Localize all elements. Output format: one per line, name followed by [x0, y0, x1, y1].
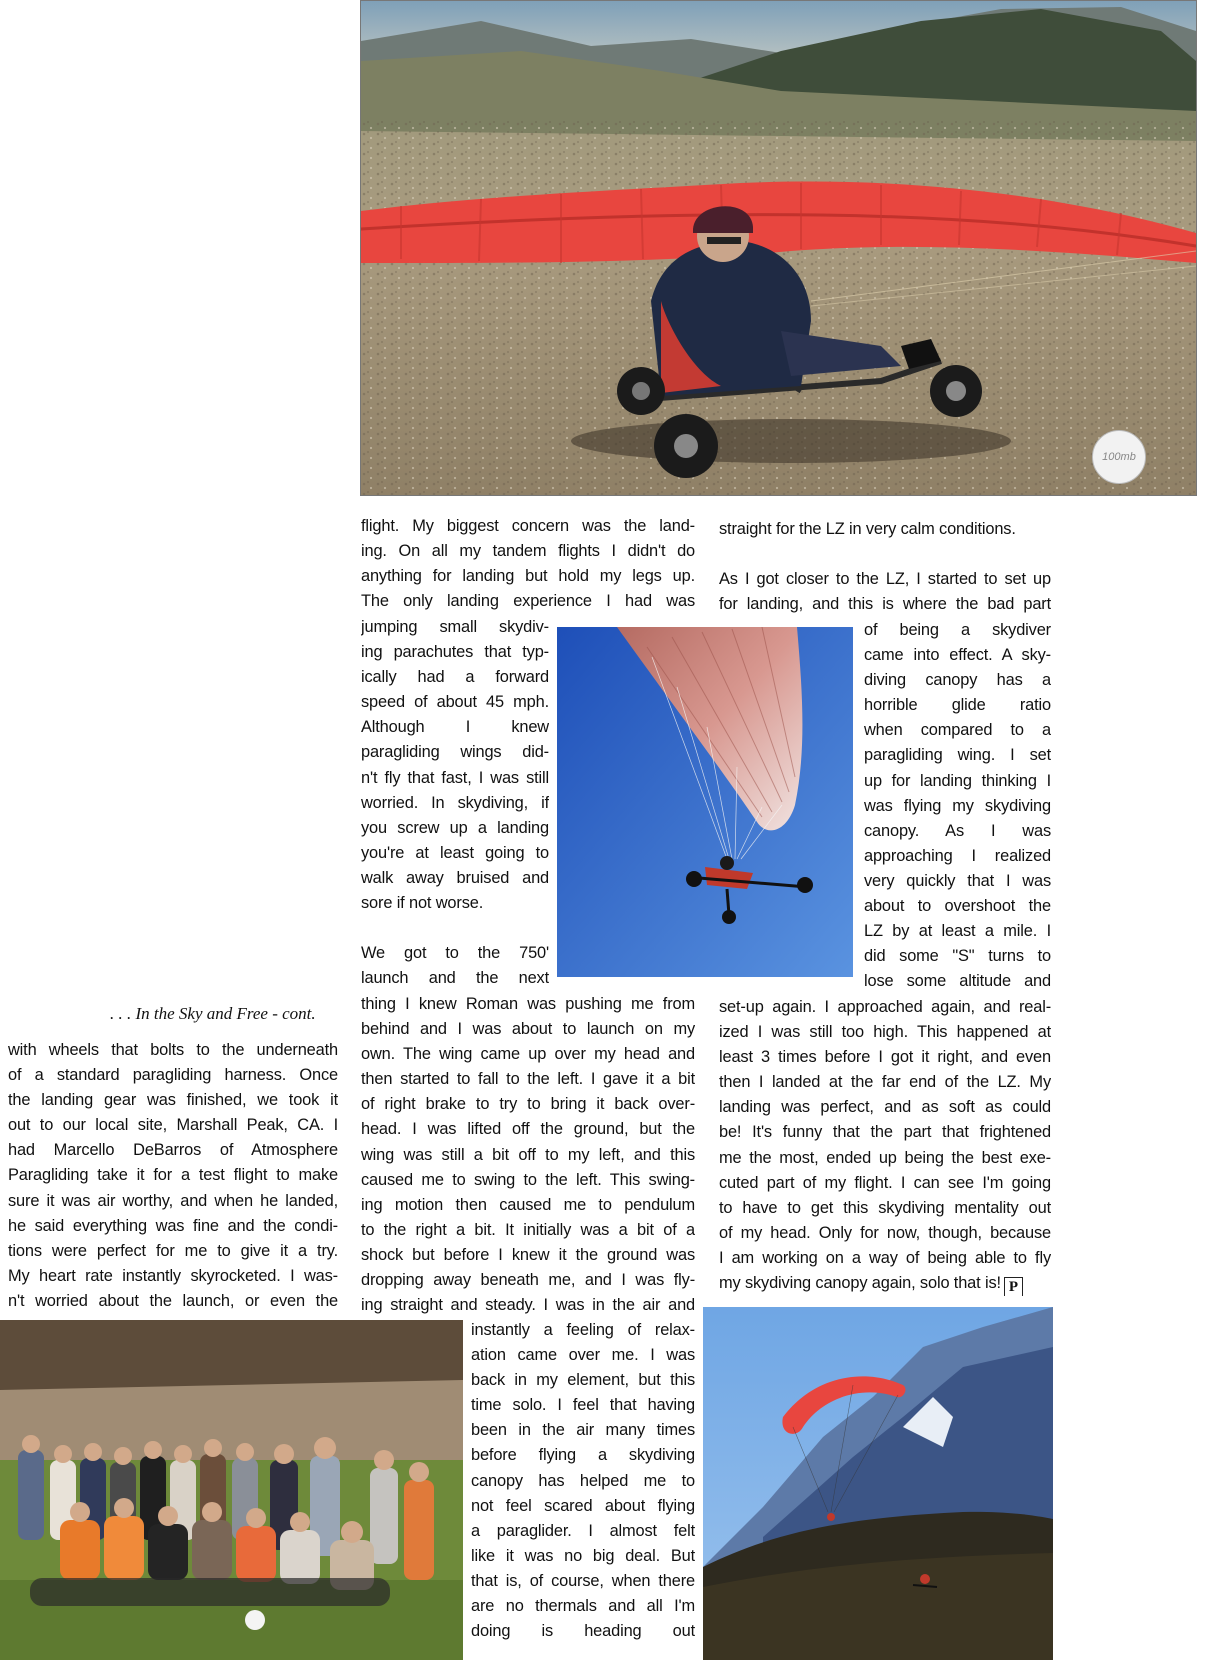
body-line: set-up again. I approached again, and real- — [719, 998, 1051, 1016]
body-line: diving canopy has a — [864, 671, 1051, 690]
body-line: We got to the 750' — [361, 944, 549, 963]
body-line: you screw up a landing — [361, 818, 549, 837]
right-column-wrap — [864, 618, 1051, 994]
body-line: straight for the LZ in very calm conditions. — [719, 520, 1016, 538]
body-line-last — [719, 1271, 1051, 1296]
body-line: ing straight and steady. I was in the air and — [361, 1296, 695, 1315]
body-line: canopy. As I was — [864, 821, 1051, 840]
body-line: wing was still a bit off to my left, and this — [361, 1145, 695, 1164]
body-line: back in my element, but this — [471, 1371, 695, 1390]
body-line: had Marcello DeBarros of Atmosphere — [8, 1141, 338, 1160]
body-line: paragliding wings did- — [361, 743, 549, 762]
body-line: then started to fall to the left. I gave it a bit — [361, 1070, 695, 1089]
body-line: jumping small skydiv- — [361, 618, 549, 636]
body-line: was flying my skydiving — [864, 796, 1051, 815]
body-line: lose some altitude and — [864, 972, 1051, 991]
body-line: speed of about 45 mph. — [361, 693, 549, 712]
body-line: be! It's funny that the part that frightened — [719, 1123, 1051, 1142]
body-line: horrible glide ratio — [864, 696, 1051, 715]
body-line: head. I was lifted off the ground, but the — [361, 1120, 695, 1139]
body-line: sure it was air worthy, and when he landed, — [8, 1191, 338, 1210]
body-line: not feel scared about flying — [471, 1496, 695, 1515]
body-line: then I landed at the far end of the LZ. My — [719, 1073, 1051, 1092]
body-line: worried. In skydiving, if — [361, 793, 549, 812]
middle-column-bottom — [471, 1318, 695, 1644]
right-column-full — [719, 995, 1051, 1296]
body-line: launch and the next — [361, 969, 549, 988]
body-line: own. The wing came up over my head and — [361, 1045, 695, 1064]
body-line: did some "S" turns to — [864, 947, 1051, 966]
body-line: I am working on a way of being able to fly — [719, 1248, 1051, 1267]
body-line: with wheels that bolts to the underneath — [8, 1041, 338, 1059]
body-line: of a standard paragliding harness. Once — [8, 1066, 338, 1085]
body-line: tions were perfect for me to give it a try. — [8, 1241, 338, 1260]
body-line: ing motion then caused me to pendulum — [361, 1195, 695, 1214]
right-column-top — [719, 517, 1051, 617]
body-line: n't fly that fast, I was still — [361, 768, 549, 787]
body-line: ically had a forward — [361, 668, 549, 687]
body-line: time solo. I feel that having — [471, 1396, 695, 1415]
body-line: of being a skydiver — [864, 621, 1051, 639]
body-line: shock but before I knew it the ground was — [361, 1245, 695, 1264]
body-line: cuted part of my flight. I can see I'm going — [719, 1173, 1051, 1192]
body-line: to the right a bit. It initially was a bit of a — [361, 1220, 695, 1239]
body-line: out to our local site, Marshall Peak, CA. I — [8, 1116, 338, 1135]
body-line: My heart rate instantly skyrocketed. I was- — [8, 1266, 338, 1285]
body-line: about to overshoot the — [864, 897, 1051, 916]
middle-column-wrap — [361, 615, 549, 991]
body-line: Although I knew — [361, 718, 549, 737]
body-line: instantly a feeling of relax- — [471, 1321, 695, 1339]
body-line: walk away bruised and — [361, 868, 549, 887]
body-line: before flying a skydiving — [471, 1446, 695, 1465]
body-line: the landing gear was finished, we took it — [8, 1091, 338, 1110]
body-line: landing was perfect, and as soft as could — [719, 1098, 1051, 1117]
body-line: The only landing experience I had was — [361, 592, 695, 611]
body-line: very quickly that I was — [864, 871, 1051, 890]
body-line: for landing, and this is where the bad part — [719, 595, 1051, 614]
mountain-photo — [703, 1307, 1053, 1660]
end-of-article-mark: P — [1004, 1277, 1023, 1296]
group-photo — [0, 1320, 463, 1660]
body-line: of right brake to try to bring it back over- — [361, 1095, 695, 1114]
body-line: paragliding wing. I set — [864, 746, 1051, 765]
top-photo — [360, 0, 1197, 496]
body-line: caused me to swing to the left. This swing- — [361, 1170, 695, 1189]
body-line: ation came over me. I was — [471, 1346, 695, 1365]
continuation-label: . . . In the Sky and Free - cont. — [110, 1004, 316, 1023]
middle-column-top — [361, 514, 695, 614]
body-line: me the most, ended up being the best exe- — [719, 1148, 1051, 1167]
body-line: that is, of course, when there — [471, 1571, 695, 1590]
body-line: up for landing thinking I — [864, 771, 1051, 790]
body-line: are no thermals and all I'm — [471, 1597, 695, 1616]
body-line: dropping away beneath me, and I was fly- — [361, 1271, 695, 1290]
body-line: of my head. Only for now, though, because — [719, 1223, 1051, 1242]
body-line: a paraglider. I almost felt — [471, 1521, 695, 1540]
left-column — [8, 1038, 338, 1314]
body-line: came into effect. A sky- — [864, 646, 1051, 665]
body-line: ing parachutes that typ- — [361, 643, 549, 662]
body-line: like it was no big deal. But — [471, 1546, 695, 1565]
page-badge: 100mb — [1092, 430, 1146, 484]
body-line: to have to get this skydiving mentality out — [719, 1198, 1051, 1217]
body-line: he said everything was fine and the condi- — [8, 1216, 338, 1235]
body-line: approaching I realized — [864, 846, 1051, 865]
body-line: been in the air many times — [471, 1421, 695, 1440]
body-line: sore if not worse. — [361, 894, 484, 913]
body-line: n't worried about the launch, or even the — [8, 1291, 338, 1310]
body-line: least 3 times before I got it right, and even — [719, 1048, 1051, 1067]
body-line-blank — [361, 916, 549, 941]
body-line: behind and I was about to launch on my — [361, 1020, 695, 1039]
body-line-blank — [719, 542, 1051, 567]
body-line: thing I knew Roman was pushing me from — [361, 995, 695, 1013]
middle-photo — [557, 627, 853, 977]
body-line: ing. On all my tandem flights I didn't do — [361, 542, 695, 561]
body-line: ized I was still too high. This happened at — [719, 1023, 1051, 1042]
body-line: LZ by at least a mile. I — [864, 922, 1051, 941]
body-line: flight. My biggest concern was the land- — [361, 517, 695, 535]
final-sentence: my skydiving canopy again, solo that is! — [719, 1274, 1001, 1293]
body-line: when compared to a — [864, 721, 1051, 740]
body-line: doing is heading out — [471, 1622, 695, 1641]
body-line: you're at least going to — [361, 843, 549, 862]
body-line: As I got closer to the LZ, I started to set up — [719, 570, 1051, 589]
body-line: canopy has helped me to — [471, 1471, 695, 1490]
middle-column-full — [361, 992, 695, 1318]
body-line: anything for landing but hold my legs up. — [361, 567, 695, 586]
body-line: Paragliding take it for a test flight to make — [8, 1166, 338, 1185]
